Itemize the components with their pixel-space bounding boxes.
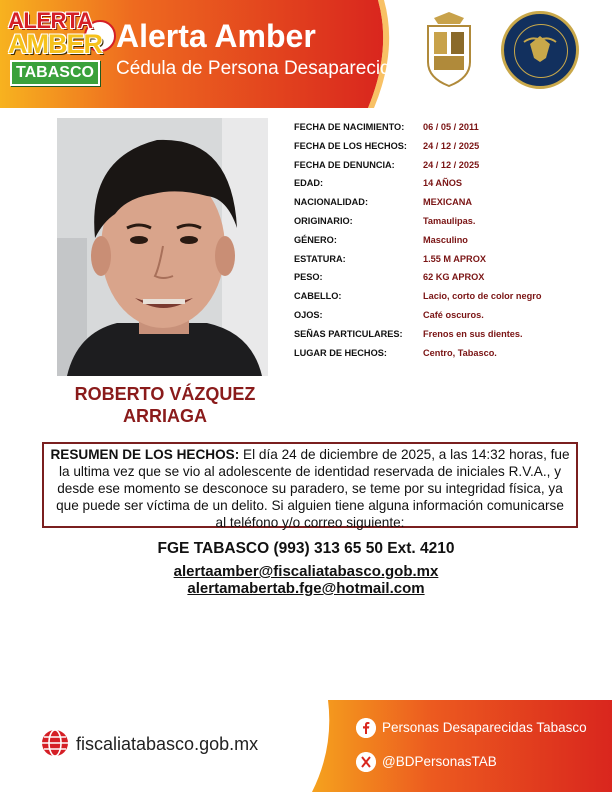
summary-box: [42, 442, 578, 528]
detail-label: LUGAR DE HECHOS:: [294, 347, 387, 358]
detail-row: [294, 231, 594, 250]
detail-value: Centro, Tabasco.: [423, 347, 497, 358]
detail-row: [294, 325, 594, 344]
x-handle-text: @BDPersonasTAB: [382, 754, 497, 769]
person-name: [50, 383, 280, 427]
detail-value: Café oscuros.: [423, 309, 484, 320]
fiscalia-seal-icon: [501, 11, 579, 89]
detail-value: 06 / 05 / 2011: [423, 122, 479, 132]
detail-label: NACIONALIDAD:: [294, 197, 369, 208]
detail-label: FECHA DE NACIMIENTO:: [294, 122, 405, 132]
detail-value: 24 / 12 / 2025: [423, 159, 480, 170]
detail-value: MEXICANA: [423, 197, 473, 208]
detail-row: [294, 268, 594, 287]
detail-value: 14 AÑOS: [423, 178, 462, 189]
detail-label: SEÑAS PARTICULARES:: [294, 328, 403, 339]
alerta-amber-logo: [8, 10, 102, 90]
website-text: fiscaliatabasco.gob.mx: [76, 734, 259, 754]
contact-email-primary[interactable]: alertaamber@fiscaliatabasco.gob.mx: [173, 563, 439, 580]
detail-row: [294, 118, 594, 137]
detail-label: FECHA DE LOS HECHOS:: [294, 140, 407, 151]
summary-text: El día 24 de diciembre de 2025, a las 14:32 horas, fue la ultima vez que se vio al adolescente de identidad reservada de iniciales R.V.A., y desde ese momento se desconoce su paradero, se teme por su integridad física, ya que puede ser víctima de un delito. Si alguien tiene alguna información comunicarse al teléfono y/o correo siguiente:: [56, 447, 570, 530]
detail-row: [294, 287, 594, 306]
contact-email-secondary[interactable]: alertamabertab.fge@hotmail.com: [187, 580, 425, 597]
page-subtitle: Cédula de Persona Desaparecida: [116, 58, 402, 79]
detail-row: [294, 193, 594, 212]
detail-row: [294, 306, 594, 325]
logo-text-alerta: ALERTA: [8, 8, 93, 33]
detail-label: FECHA DE DENUNCIA:: [294, 159, 395, 170]
person-name-line2: ARRIAGA: [123, 406, 207, 426]
summary-heading: RESUMEN DE LOS HECHOS:: [50, 447, 240, 462]
detail-label: GÉNERO:: [294, 234, 337, 245]
details-table: [294, 118, 594, 362]
page-title: Alerta Amber: [116, 18, 316, 54]
detail-row: [294, 212, 594, 231]
detail-label: ESTATURA:: [294, 253, 346, 264]
detail-value: 1.55 M APROX: [423, 253, 486, 264]
detail-row: [294, 137, 594, 156]
missing-person-photo: [57, 118, 268, 376]
detail-label: PESO:: [294, 272, 323, 283]
detail-value: 62 KG APROX: [423, 272, 485, 283]
detail-label: ORIGINARIO:: [294, 215, 353, 226]
detail-value: Frenos en sus dientes.: [423, 328, 523, 339]
social-band: [312, 700, 612, 792]
logo-text-tabasco: TABASCO: [10, 60, 100, 86]
detail-value: Masculino: [423, 234, 468, 245]
detail-label: CABELLO:: [294, 291, 342, 302]
contact-phone: FGE TABASCO (993) 313 65 50 Ext. 4210: [157, 540, 455, 557]
x-icon: [356, 752, 376, 772]
detail-value: 24 / 12 / 2025: [423, 140, 480, 151]
facebook-icon: [356, 718, 376, 738]
detail-row: [294, 174, 594, 193]
detail-label: OJOS:: [294, 309, 323, 320]
globe-icon: [40, 728, 70, 758]
detail-value: Lacio, corto de color negro: [423, 291, 542, 302]
person-name-line1: ROBERTO VÁZQUEZ: [74, 384, 256, 404]
detail-label: EDAD:: [294, 178, 324, 189]
detail-row: [294, 156, 594, 175]
detail-row: [294, 344, 594, 363]
header: [0, 0, 612, 108]
logo-text-amber: AMBER: [8, 29, 102, 59]
facebook-text: Personas Desaparecidas Tabasco: [382, 720, 587, 735]
tabasco-crest-icon: [424, 12, 474, 88]
detail-value: Tamaulipas.: [423, 215, 476, 226]
detail-row: [294, 250, 594, 269]
